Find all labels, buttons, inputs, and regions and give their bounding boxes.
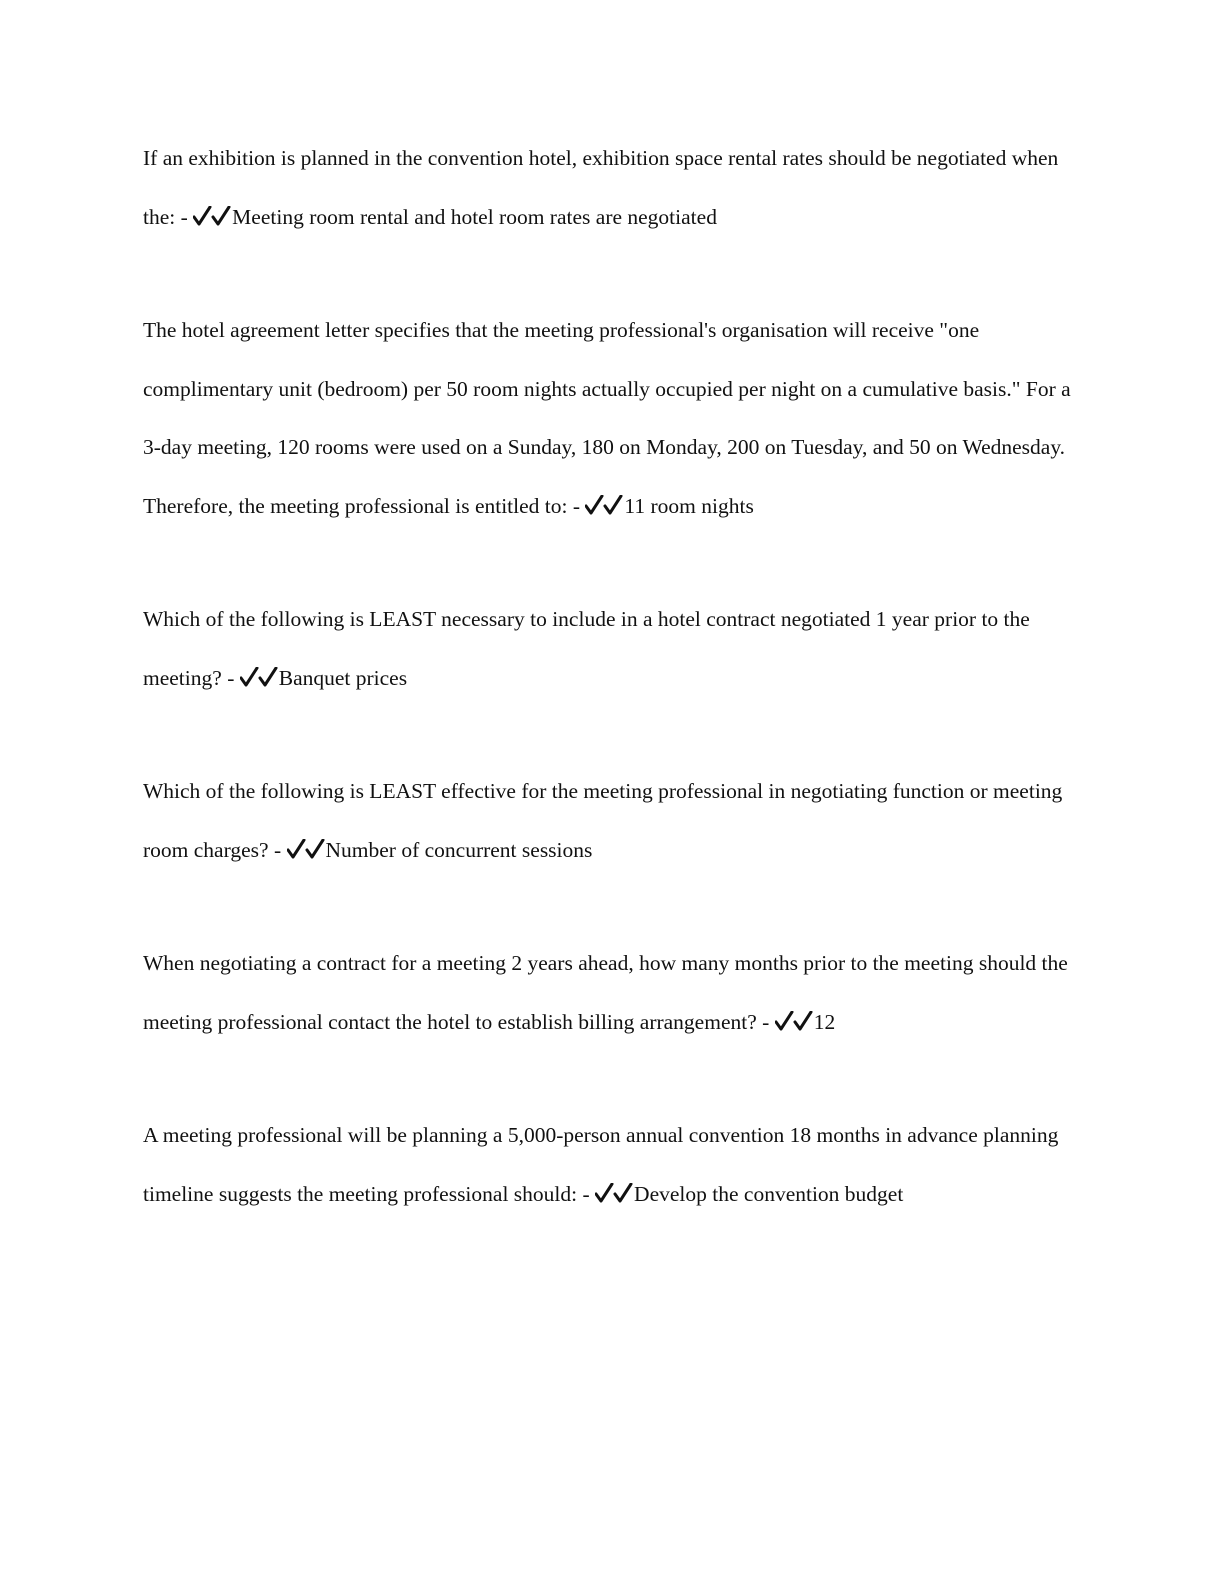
double-check-icon — [595, 1183, 633, 1203]
separator: - — [567, 493, 586, 518]
separator: - — [175, 204, 194, 229]
qa-item — [143, 590, 1083, 707]
qa-item — [143, 934, 1083, 1051]
double-check-icon — [585, 495, 623, 515]
question-text: A meeting professional will be planning a 5,000-person annual convention 18 months in advance planning timeline suggests the meeting professional should: — [143, 1123, 1059, 1206]
double-check-icon — [193, 206, 231, 226]
question-text: If an exhibition is planned in the convention hotel, exhibition space rental rates should be negotiated when the: — [143, 146, 1059, 229]
qa-item — [143, 129, 1083, 246]
double-check-icon — [287, 839, 325, 859]
answer-text: Number of concurrent sessions — [325, 837, 593, 862]
answer-text: Develop the convention budget — [634, 1181, 904, 1206]
separator: - — [268, 837, 287, 862]
question-text: The hotel agreement letter specifies that the meeting professional's organisation will receive "one complimentary unit (bedroom) per 50 room nights actually occupied per night on a cumulative basis." For a 3-day meeting, 120 rooms were used on a Sunday, 180 on Monday, 200 on Tuesday, and 50 on Wednesday. Therefore, the meeting professional is entitled to: — [143, 318, 1071, 518]
double-check-icon — [240, 667, 278, 687]
answer-text: Banquet prices — [278, 665, 408, 690]
answer-text: 11 room nights — [624, 493, 754, 518]
separator: - — [577, 1181, 596, 1206]
question-text: Which of the following is LEAST necessary to include in a hotel contract negotiated 1 year prior to the meeting? — [143, 607, 1030, 690]
question-text: Which of the following is LEAST effective for the meeting professional in negotiating function or meeting room charges? — [143, 779, 1063, 862]
qa-item — [143, 762, 1083, 879]
question-text: When negotiating a contract for a meeting 2 years ahead, how many months prior to the meeting should the meeting professional contact the hotel to establish billing arrangement? — [143, 951, 1068, 1034]
answer-text: Meeting room rental and hotel room rates are negotiated — [232, 204, 717, 229]
separator: - — [221, 665, 240, 690]
qa-item — [143, 1106, 1083, 1223]
document-body — [143, 129, 1083, 1278]
separator: - — [756, 1009, 775, 1034]
double-check-icon — [775, 1011, 813, 1031]
answer-text: 12 — [813, 1009, 836, 1034]
qa-item — [143, 301, 1083, 535]
